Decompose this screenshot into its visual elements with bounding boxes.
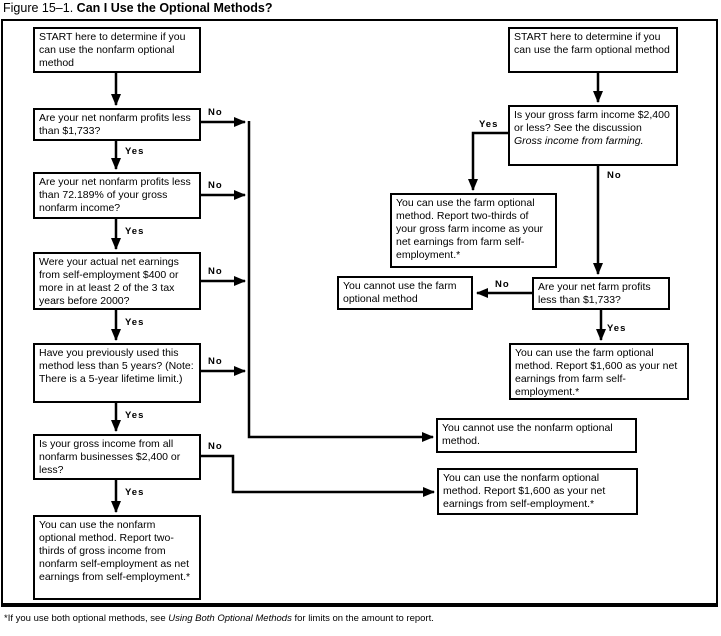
yes-label-nf-q3: Yes: [125, 317, 145, 328]
yes-label-nf-q2: Yes: [125, 226, 145, 237]
no-label-f-q1: No: [607, 170, 622, 181]
farm-q-gross-2400-reference: Gross income from farming.: [514, 135, 644, 147]
figure-number: Figure 15–1.: [3, 1, 74, 15]
farm-start-box: START here to determine if you can use the farm optional method: [508, 27, 678, 73]
no-label-nf-q4: No: [208, 356, 223, 367]
yes-label-f-q2: Yes: [607, 323, 627, 334]
nonfarm-result-1600-box: You can use the nonfarm optional method. Report $1,600 as your net earnings from self-employment.*: [437, 468, 638, 515]
yes-label-nf-q1: Yes: [125, 146, 145, 157]
footnote: [4, 613, 434, 624]
farm-result-1600-box: You can use the farm optional method. Report $1,600 as your net earnings from farm self-employment.*: [509, 343, 689, 400]
no-label-nf-q2: No: [208, 180, 223, 191]
nonfarm-q-earnings-400-box: Were your actual net earnings from self-employment $400 or more in at least 2 of the 3 tax years before 2000?: [33, 252, 201, 310]
farm-result-cannot-box: You cannot use the farm optional method: [337, 276, 473, 310]
nonfarm-q-profits-1733-box: Are your net nonfarm profits less than $1,733?: [33, 108, 201, 141]
footnote-reference: Using Both Optional Methods: [168, 613, 292, 624]
footnote-text-before: *If you use both optional methods, see: [4, 613, 169, 624]
farm-result-two-thirds-box: You can use the farm optional method. Report two-thirds of your gross farm income as your net earnings from farm self-employment.*: [390, 193, 557, 268]
arrow-f-q1-yes: [473, 133, 508, 190]
nonfarm-result-cannot-box: You cannot use the nonfarm optional method.: [436, 418, 637, 453]
nonfarm-result-two-thirds-box: You can use the nonfarm optional method. Report two-thirds of gross income from nonfarm self-employment as net earnings from self-employment.*: [33, 515, 201, 600]
nonfarm-q-profits-percent-box: Are your net nonfarm profits less than 72.189% of your gross nonfarm income?: [33, 172, 201, 219]
no-label-f-q2: No: [495, 279, 510, 290]
yes-label-nf-q4: Yes: [125, 410, 145, 421]
yes-label-f-q1: Yes: [479, 119, 499, 130]
footnote-text-after: for limits on the amount to report.: [291, 613, 434, 624]
yes-label-nf-q5: Yes: [125, 487, 145, 498]
nonfarm-q-gross-2400-box: Is your gross income from all nonfarm businesses $2,400 or less?: [33, 434, 201, 480]
nonfarm-start-box: START here to determine if you can use the nonfarm optional method: [33, 27, 201, 73]
no-label-nf-q1: No: [208, 107, 223, 118]
no-label-nf-q3: No: [208, 266, 223, 277]
farm-q-profits-1733-box: Are your net farm profits less than $1,733?: [532, 277, 670, 310]
arrow-nf-q5-no: [201, 456, 434, 492]
no-label-nf-q5: No: [208, 441, 223, 452]
nonfarm-q-used-5-years-box: Have you previously used this method less than 5 years? (Note: There is a 5-year lifetime limit.): [33, 343, 201, 403]
farm-q-gross-2400-text: Is your gross farm income $2,400 or less? See the discussion: [514, 109, 670, 134]
figure-caption: Can I Use the Optional Methods?: [76, 1, 273, 15]
farm-q-gross-2400-box: [508, 105, 678, 166]
